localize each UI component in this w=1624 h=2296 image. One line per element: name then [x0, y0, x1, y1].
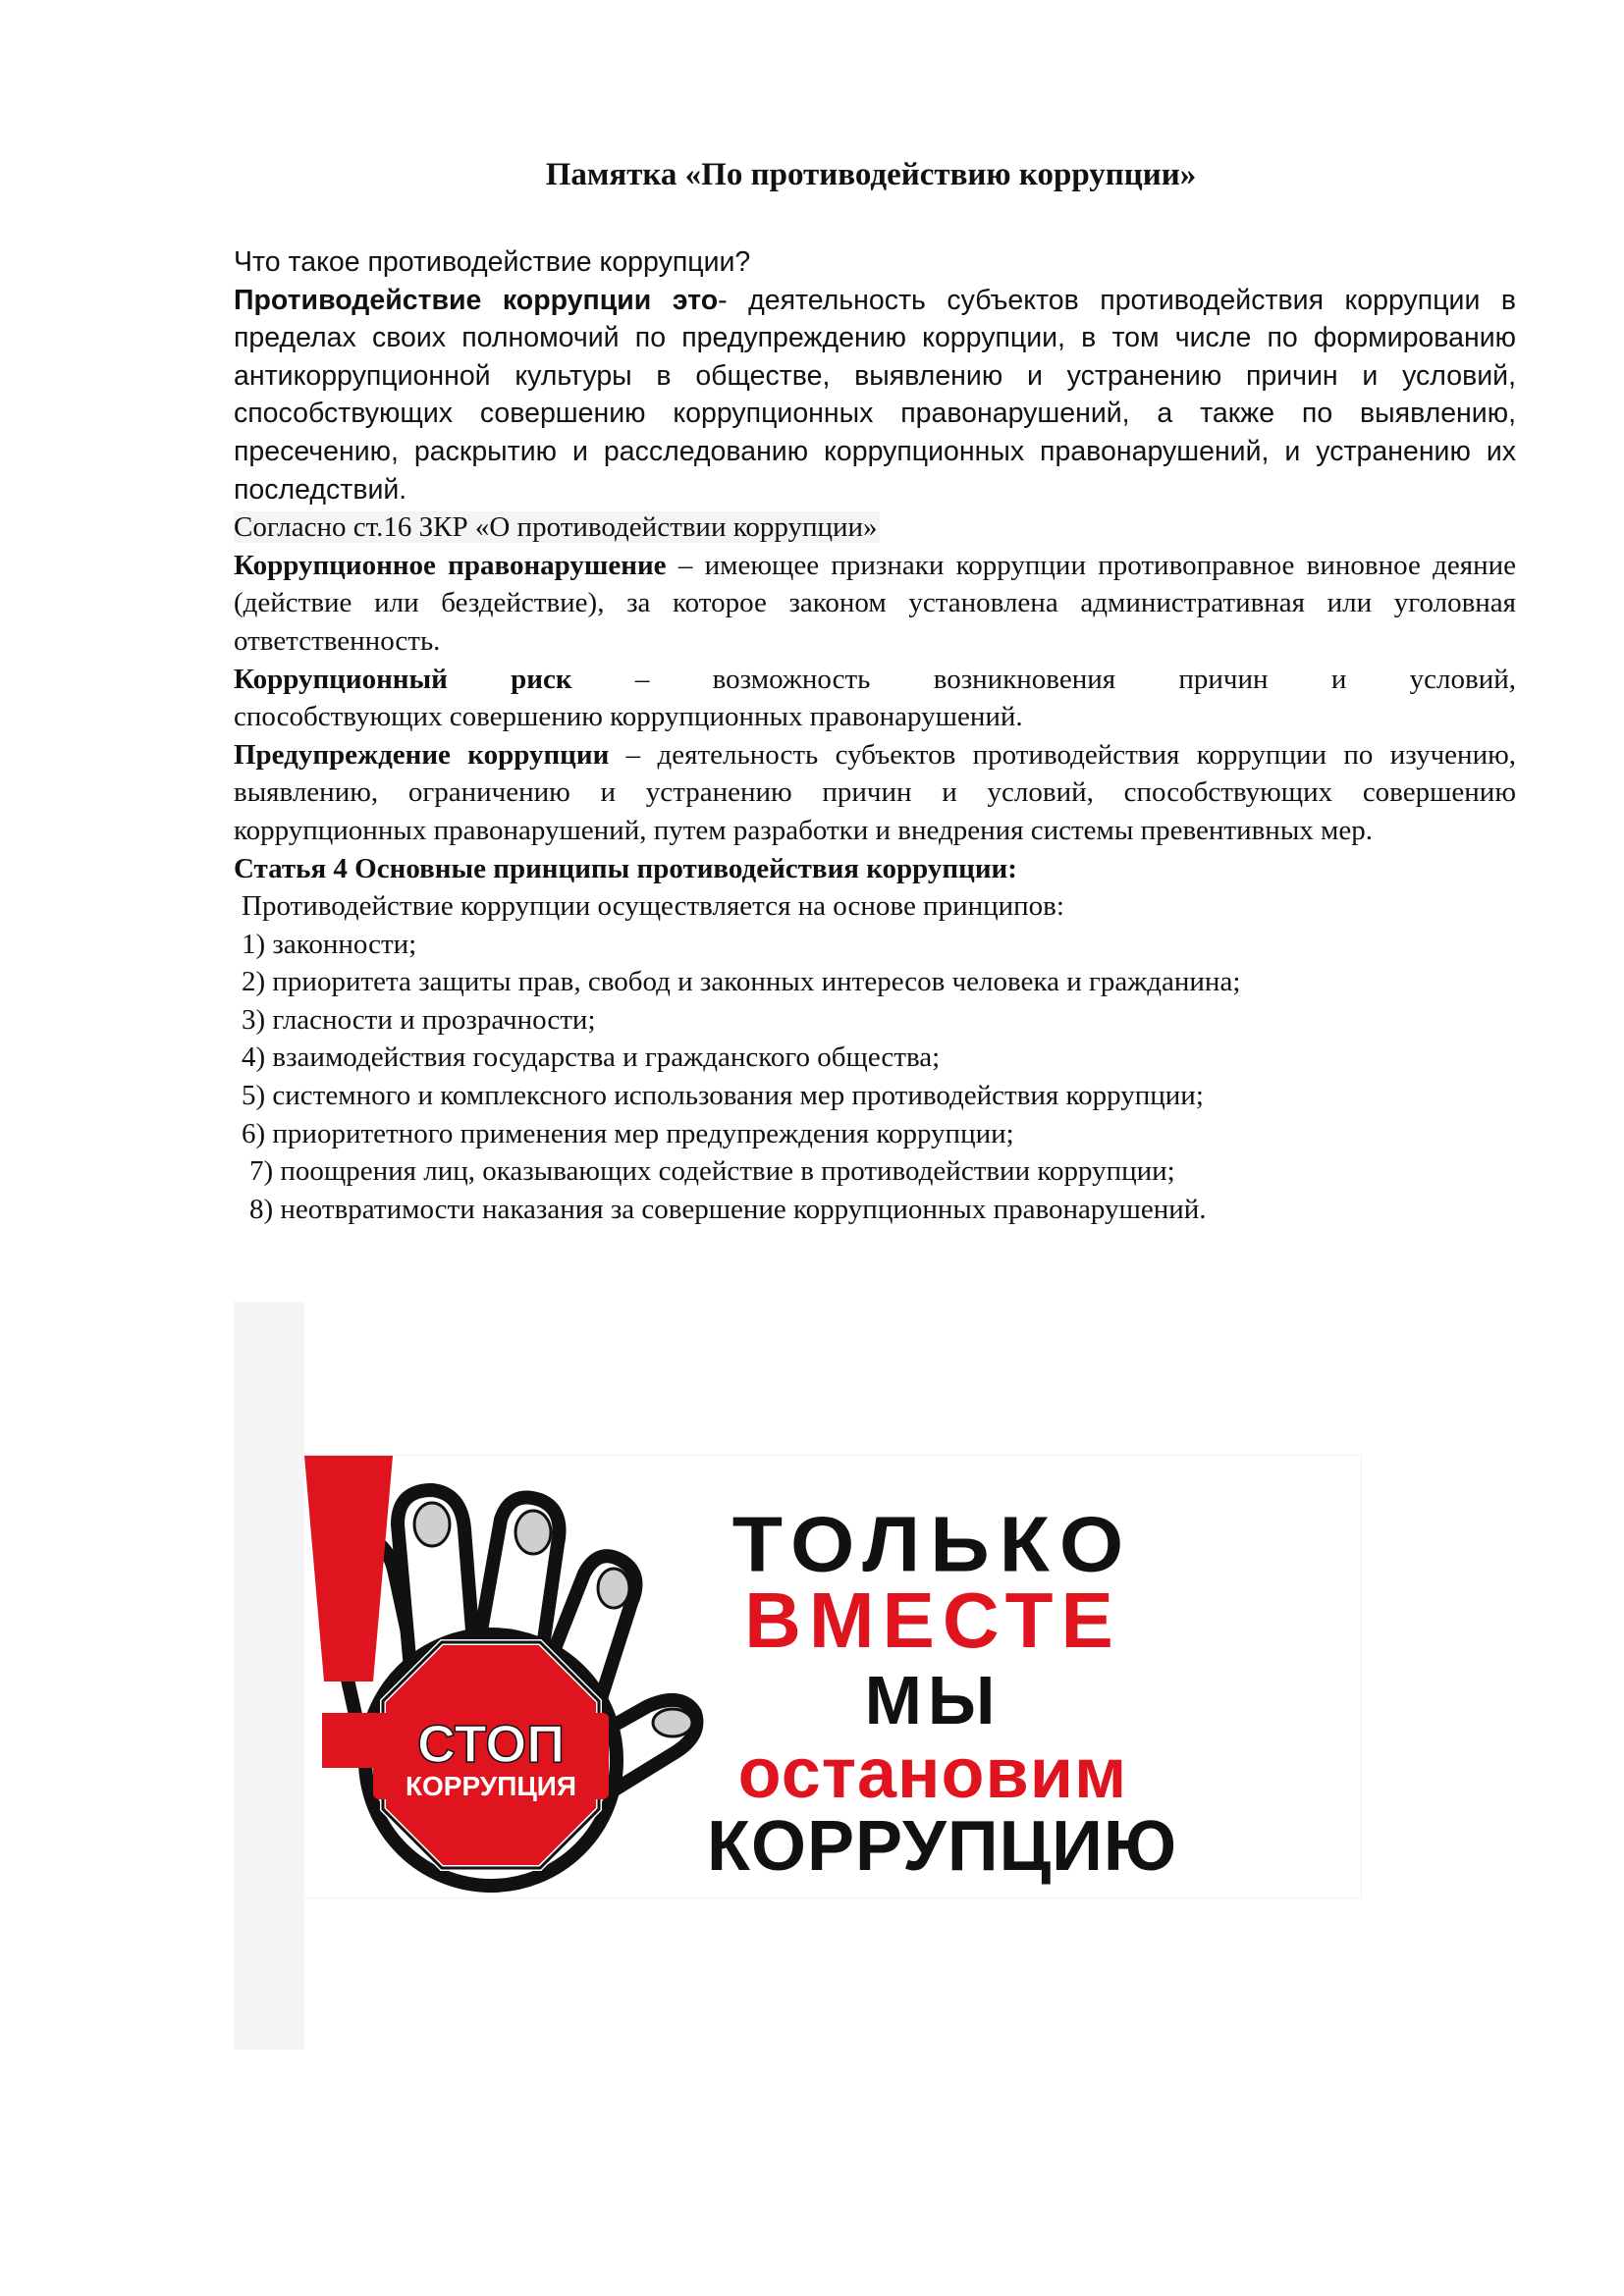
principle-item: 4) взаимодействия государства и гражданского общества; [242, 1041, 941, 1074]
term-label: Предупреждение коррупции [234, 738, 610, 771]
principle-item: 8) неотвратимости наказания за совершение коррупционных правонарушений. [249, 1193, 1207, 1225]
exclamation-icon [304, 1456, 393, 1780]
principle-item: 6) приоритетного применения мер предупреждения коррупции; [242, 1117, 1014, 1149]
principle-item: 5) системного и комплексного использования мер противодействия коррупции; [242, 1080, 1204, 1112]
term-text: – имеющее признаки коррупции противоправное виновное деяние (действие или бездействие), за которое законом установлена административная или уголовная ответственность. [234, 549, 1516, 657]
term-paragraph [234, 661, 1516, 699]
principle-item: 2) приоритета защиты прав, свобод и законных интересов человека и гражданина; [242, 966, 1241, 998]
term-label: Коррупционный риск [234, 663, 572, 695]
term-label: Коррупционное правонарушение [234, 549, 667, 581]
slogan-line: МЫ [864, 1662, 1001, 1738]
principle-item: 7) поощрения лиц, оказывающих содействие в противодействии коррупции; [249, 1155, 1175, 1188]
slogan-line: ВМЕСТЕ [744, 1576, 1121, 1664]
definition-term: Противодействие коррупции это [234, 284, 719, 316]
principle-item: 1) законности; [242, 928, 417, 960]
term-text-continued: способствующих совершению коррупционных правонарушений. [234, 701, 1023, 733]
law-reference [234, 508, 1516, 547]
page-title: Памятка «По противодействию коррупции» [545, 157, 1197, 192]
term-text: – возможность возникновения причин и условий, [571, 663, 1516, 695]
term-paragraph [234, 736, 1516, 850]
stop-sign-top-text: СТОП [416, 1715, 566, 1774]
law-reference-text: Согласно ст.16 ЗКР «О противодействии коррупции» [234, 511, 878, 544]
stop-sign-bottom-text: КОРРУПЦИЯ [405, 1771, 577, 1801]
anti-corruption-banner [304, 1455, 1362, 1898]
definition-paragraph [234, 282, 1516, 509]
slogan-line: остановим [737, 1735, 1128, 1813]
memo-body [234, 243, 1516, 1228]
question-line: Что такое противодействие коррупции? [234, 246, 751, 278]
term-paragraph [234, 547, 1516, 661]
principle-item: 3) гласности и прозрачности; [242, 1003, 596, 1036]
slogan-block [707, 1500, 1178, 1886]
slogan-line: КОРРУПЦИЮ [707, 1807, 1178, 1886]
banner-shadow [234, 1302, 304, 2050]
slogan-line: ТОЛЬКО [731, 1500, 1134, 1588]
term-text: – деятельность субъектов противодействия коррупции по изучению, выявлению, ограничению и устранению причин и условий, способствующих совершению коррупционных правонарушений, путем разработки и внедрения системы превентивных мер. [234, 738, 1517, 846]
article-intro: Противодействие коррупции осуществляется на основе принципов: [242, 890, 1064, 923]
article-heading: Статья 4 Основные принципы противодействия коррупции: [234, 852, 1017, 884]
definition-text: - деятельность субъектов противодействия коррупции в пределах своих полномочий по предупреждению коррупции, в том числе по формированию антикоррупционной культуры в обществе, выявлению и устранению причин и условий, способствующих совершению коррупционных правонарушений, а также по выявлению, пресечению, раскрытию и расследованию коррупционных правонарушений, и устранению их последствий. [234, 284, 1517, 506]
